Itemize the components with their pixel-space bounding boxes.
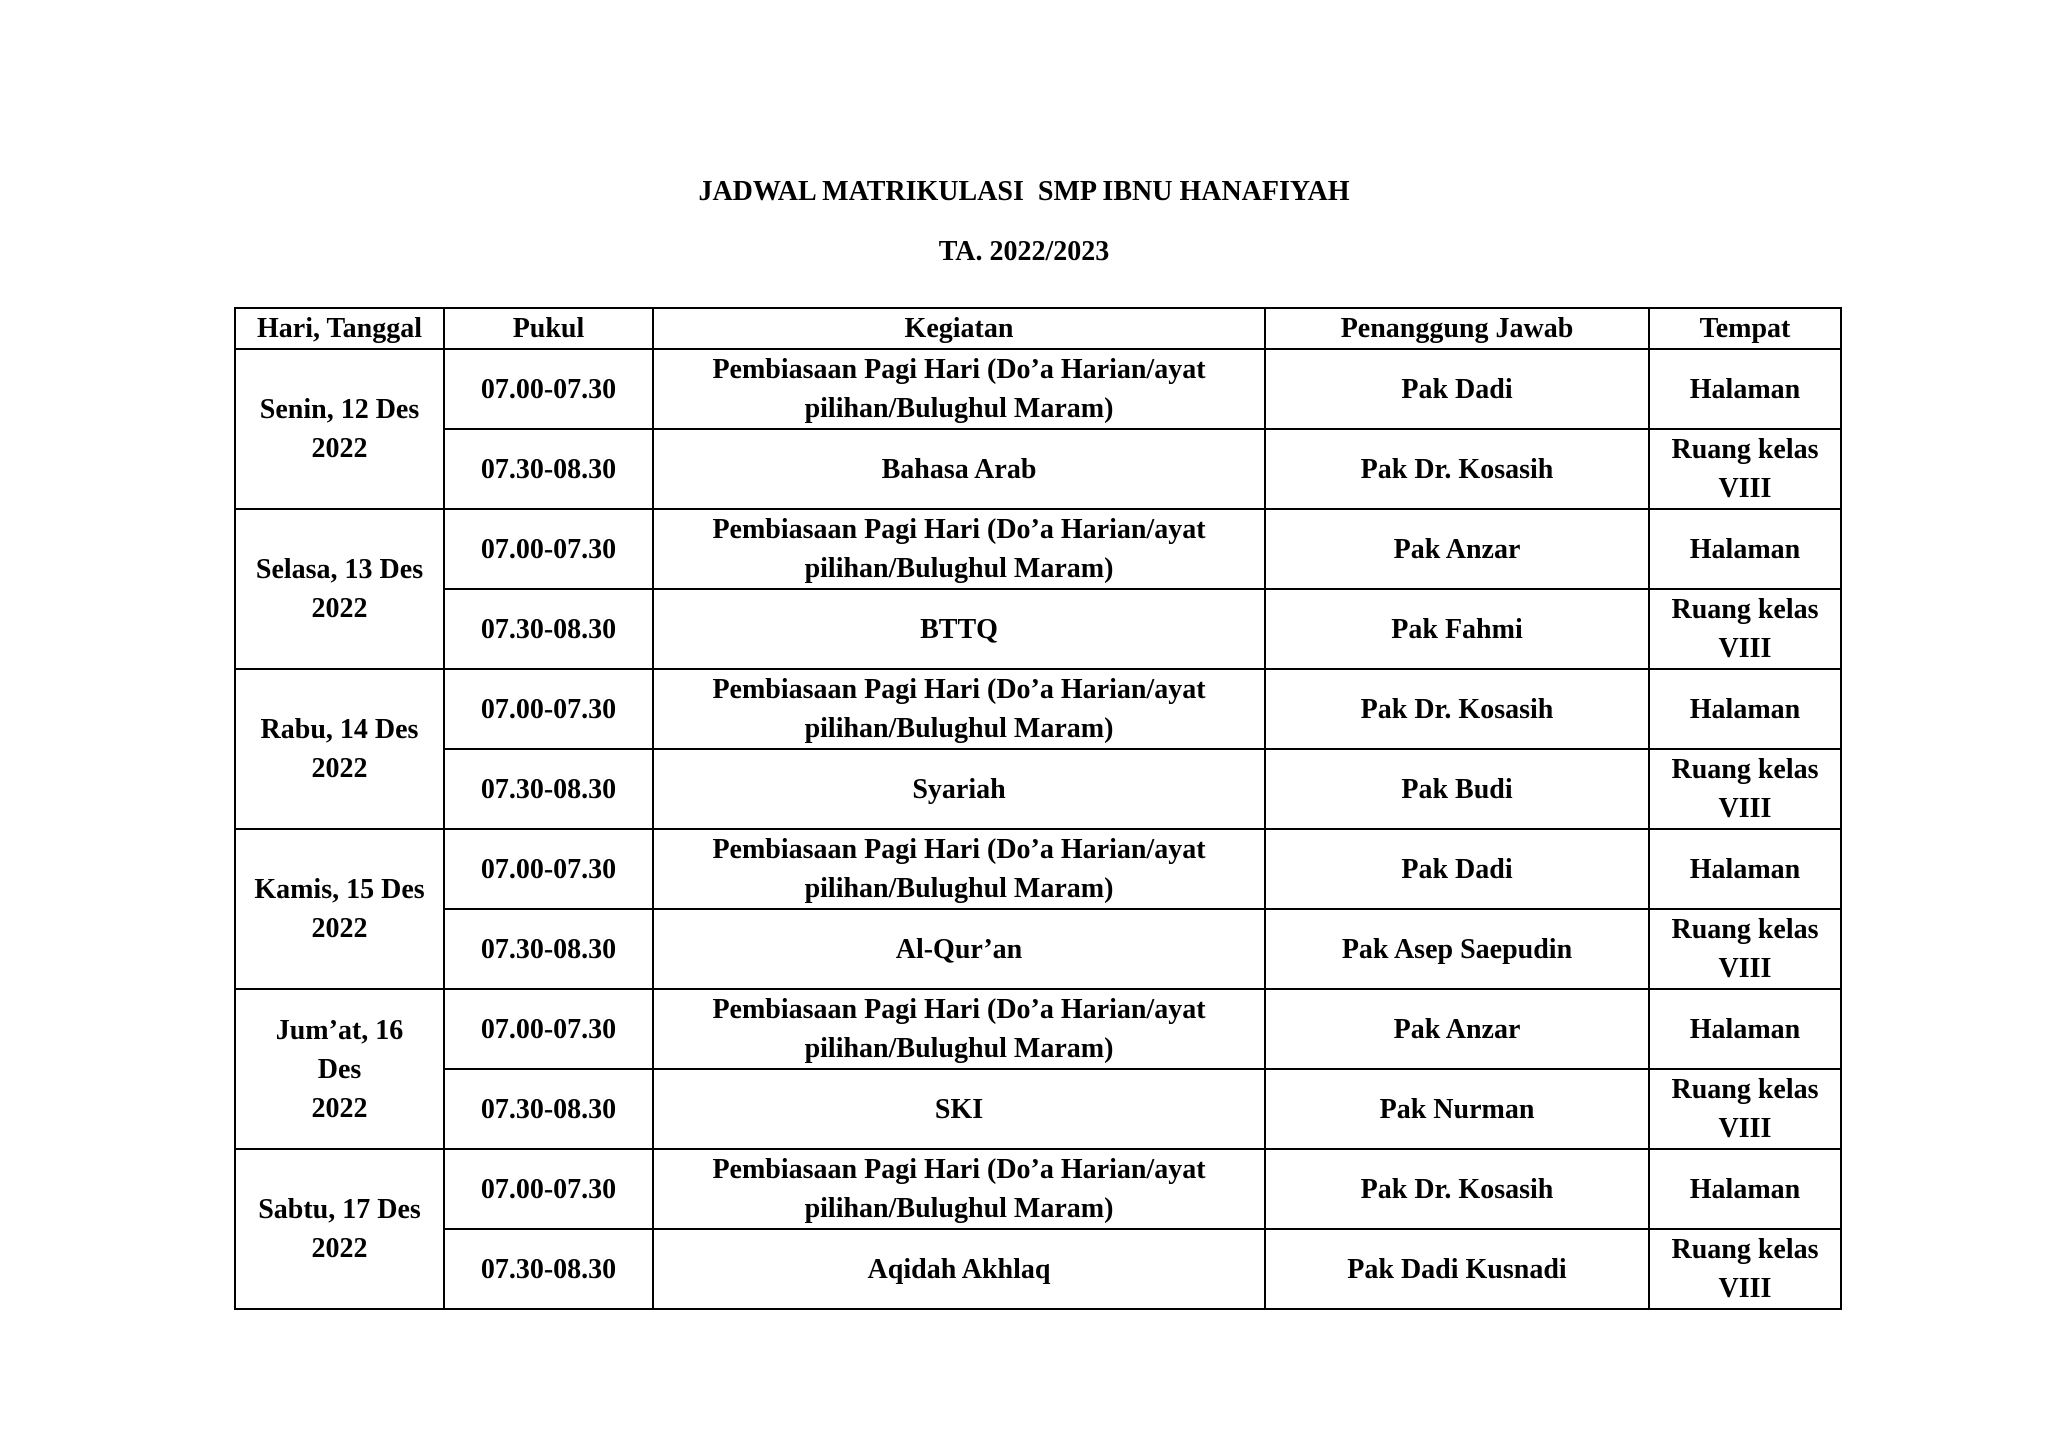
time-cell: 07.30-08.30: [444, 589, 653, 669]
person-in-charge-cell: Pak Dadi Kusnadi: [1265, 1229, 1649, 1309]
time-cell: 07.30-08.30: [444, 909, 653, 989]
activity-cell: Aqidah Akhlaq: [653, 1229, 1265, 1309]
table-row: [235, 509, 1841, 589]
table-row: [235, 909, 1841, 989]
activity-cell: Syariah: [653, 749, 1265, 829]
activity-cell: BTTQ: [653, 589, 1265, 669]
time-cell: 07.30-08.30: [444, 1069, 653, 1149]
time-cell: 07.30-08.30: [444, 1229, 653, 1309]
table-row: [235, 349, 1841, 429]
person-in-charge-cell: Pak Anzar: [1265, 509, 1649, 589]
place-cell: Halaman: [1649, 669, 1841, 749]
time-cell: 07.00-07.30: [444, 349, 653, 429]
person-in-charge-cell: Pak Anzar: [1265, 989, 1649, 1069]
place-cell: Halaman: [1649, 1149, 1841, 1229]
header-time: Pukul: [444, 308, 653, 349]
person-in-charge-cell: Pak Dadi: [1265, 829, 1649, 909]
table-row: [235, 1229, 1841, 1309]
day-date-cell: Selasa, 13 Des 2022: [235, 509, 444, 669]
table-row: [235, 1149, 1841, 1229]
person-in-charge-cell: Pak Fahmi: [1265, 589, 1649, 669]
activity-cell: Bahasa Arab: [653, 429, 1265, 509]
activity-cell: Pembiasaan Pagi Hari (Do’a Harian/ayat pilihan/Bulughul Maram): [653, 989, 1265, 1069]
table-header: [235, 308, 1841, 349]
person-in-charge-cell: Pak Dr. Kosasih: [1265, 669, 1649, 749]
academic-year-subtitle: TA. 2022/2023: [938, 236, 1110, 267]
table-row: [235, 669, 1841, 749]
time-cell: 07.30-08.30: [444, 749, 653, 829]
time-cell: 07.00-07.30: [444, 1149, 653, 1229]
person-in-charge-cell: Pak Dr. Kosasih: [1265, 429, 1649, 509]
place-cell: Halaman: [1649, 509, 1841, 589]
person-in-charge-cell: Pak Dr. Kosasih: [1265, 1149, 1649, 1229]
activity-cell: Pembiasaan Pagi Hari (Do’a Harian/ayat pilihan/Bulughul Maram): [653, 1149, 1265, 1229]
time-cell: 07.00-07.30: [444, 989, 653, 1069]
person-in-charge-cell: Pak Nurman: [1265, 1069, 1649, 1149]
header-row: [235, 308, 1841, 349]
place-cell: Ruang kelas VIII: [1649, 749, 1841, 829]
day-date-cell: Rabu, 14 Des 2022: [235, 669, 444, 829]
table-row: [235, 589, 1841, 669]
place-cell: Ruang kelas VIII: [1649, 429, 1841, 509]
activity-cell: Al-Qur’an: [653, 909, 1265, 989]
header-activity: Kegiatan: [653, 308, 1265, 349]
day-date-cell: Senin, 12 Des 2022: [235, 349, 444, 509]
table-row: [235, 1069, 1841, 1149]
person-in-charge-cell: Pak Asep Saepudin: [1265, 909, 1649, 989]
activity-cell: Pembiasaan Pagi Hari (Do’a Harian/ayat pilihan/Bulughul Maram): [653, 509, 1265, 589]
activity-cell: Pembiasaan Pagi Hari (Do’a Harian/ayat pilihan/Bulughul Maram): [653, 669, 1265, 749]
table-row: [235, 829, 1841, 909]
header-person-in-charge: Penanggung Jawab: [1265, 308, 1649, 349]
day-date-cell: Sabtu, 17 Des 2022: [235, 1149, 444, 1309]
header-place: Tempat: [1649, 308, 1841, 349]
activity-cell: Pembiasaan Pagi Hari (Do’a Harian/ayat pilihan/Bulughul Maram): [653, 349, 1265, 429]
place-cell: Ruang kelas VIII: [1649, 1069, 1841, 1149]
time-cell: 07.00-07.30: [444, 829, 653, 909]
place-cell: Ruang kelas VIII: [1649, 589, 1841, 669]
place-cell: Ruang kelas VIII: [1649, 909, 1841, 989]
place-cell: Ruang kelas VIII: [1649, 1229, 1841, 1309]
schedule-table: [234, 307, 1842, 1310]
activity-cell: Pembiasaan Pagi Hari (Do’a Harian/ayat pilihan/Bulughul Maram): [653, 829, 1265, 909]
header-day-date: Hari, Tanggal: [235, 308, 444, 349]
table-row: [235, 429, 1841, 509]
person-in-charge-cell: Pak Budi: [1265, 749, 1649, 829]
place-cell: Halaman: [1649, 349, 1841, 429]
person-in-charge-cell: Pak Dadi: [1265, 349, 1649, 429]
day-date-cell: Kamis, 15 Des 2022: [235, 829, 444, 989]
place-cell: Halaman: [1649, 829, 1841, 909]
place-cell: Halaman: [1649, 989, 1841, 1069]
activity-cell: SKI: [653, 1069, 1265, 1149]
table-row: [235, 749, 1841, 829]
time-cell: 07.00-07.30: [444, 509, 653, 589]
time-cell: 07.00-07.30: [444, 669, 653, 749]
document-title: JADWAL MATRIKULASI SMP IBNU HANAFIYAH: [698, 176, 1350, 207]
day-date-cell: Jum’at, 16 Des 2022: [235, 989, 444, 1149]
table-row: [235, 989, 1841, 1069]
table-body: [235, 349, 1841, 1309]
time-cell: 07.30-08.30: [444, 429, 653, 509]
